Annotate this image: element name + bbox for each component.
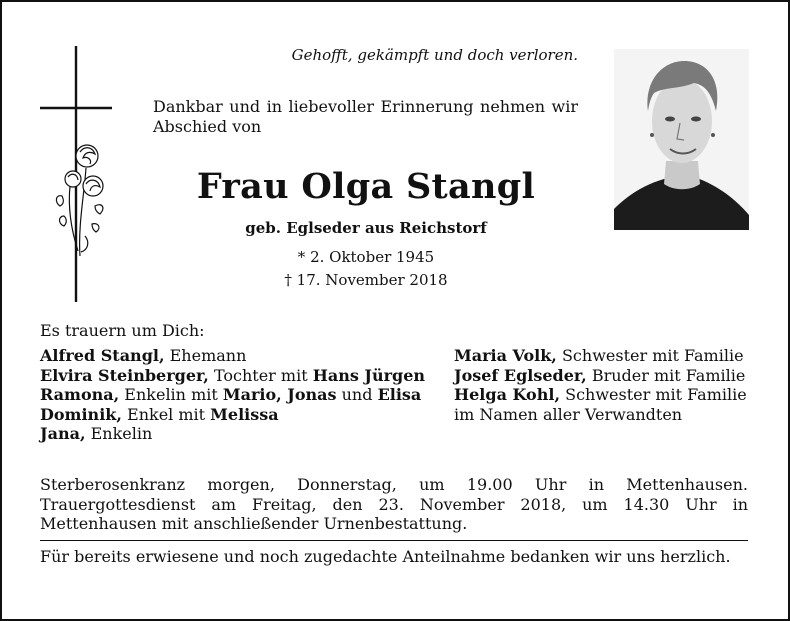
deceased-name: Frau Olga Stangl — [196, 166, 536, 207]
portrait-photo — [614, 49, 749, 230]
mourner-line: Alfred Stangl, Ehemann — [40, 346, 247, 365]
thanks-text: Für bereits erwiesene und noch zugedachte Anteilnahme bedanken wir uns herzlich. — [40, 547, 731, 566]
motto: Gehofft, gekämpft und doch verloren. — [291, 46, 578, 64]
mourners-left-column — [40, 346, 425, 444]
cross-with-roses-icon — [40, 46, 112, 302]
mourners-heading: Es trauern um Dich: — [40, 321, 205, 340]
death-date: † 17. November 2018 — [284, 271, 448, 289]
mourner-line: Dominik, Enkel mit Melissa — [40, 404, 279, 424]
mourner-line: Jana, Enkelin — [40, 424, 153, 443]
divider — [40, 540, 748, 541]
mourner-line: Elvira Steinberger, Tochter mit Hans Jürgen — [40, 365, 426, 385]
mourner-line: Helga Kohl, Schwester mit Familie — [454, 385, 747, 404]
funeral-details: Sterberosenkranz morgen, Donnerstag, um 19.00 Uhr in Mettenhausen. Trauergottesdienst am Freitag, den 23. November 2018, um 14.30 Uhr in Mettenhausen mit anschließender Urnenbestattung. — [40, 475, 748, 533]
mourners-right-column — [454, 346, 747, 424]
birth-date: * 2. Oktober 1945 — [297, 248, 435, 266]
mourner-line: Maria Volk, Schwester mit Familie — [454, 346, 744, 365]
intro-text: Dankbar und in liebevoller Erinnerung nehmen wir Abschied von — [153, 97, 578, 136]
mourner-line: Ramona, Enkelin mit Mario, Jonas und Elisa — [40, 385, 422, 404]
mourner-line: im Namen aller Verwandten — [454, 404, 683, 424]
maiden-name: geb. Eglseder aus Reichstorf — [245, 219, 487, 237]
mourner-line: Josef Eglseder, Bruder mit Familie — [454, 365, 746, 385]
